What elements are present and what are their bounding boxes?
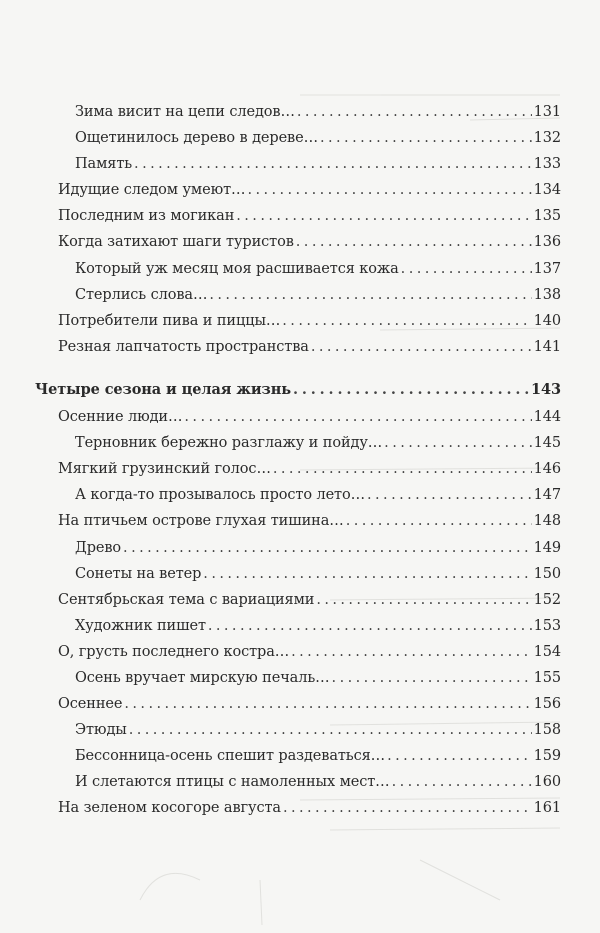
toc-page-number: 134 xyxy=(533,182,561,199)
toc-entry-title: Художник пишет xyxy=(75,617,206,634)
dot-leader xyxy=(247,182,531,198)
toc-page-number: 146 xyxy=(533,461,561,478)
dot-leader xyxy=(311,339,532,355)
dot-leader xyxy=(208,618,532,634)
dot-leader xyxy=(293,381,529,398)
dot-leader xyxy=(316,592,531,608)
toc-entry-title: Зима висит на цепи следов… xyxy=(75,104,295,120)
toc-entry-title: Память xyxy=(75,156,133,173)
toc-page-number: 153 xyxy=(533,617,561,634)
toc-entry xyxy=(35,104,561,130)
toc-page-number: 131 xyxy=(533,104,561,120)
dot-leader xyxy=(129,722,532,738)
toc-entry-title: Четыре сезона и целая жизнь xyxy=(35,380,291,398)
dot-leader xyxy=(282,313,531,329)
toc-page-number: 156 xyxy=(533,696,561,713)
toc-entry xyxy=(35,566,561,592)
dot-leader xyxy=(273,461,532,477)
toc-entry-title: Потребители пива и пиццы… xyxy=(58,312,281,329)
toc-entry-title: Терновник бережно разглажу и пойду… xyxy=(75,435,383,452)
toc-page-number: 152 xyxy=(533,591,561,608)
dot-leader xyxy=(283,800,532,816)
toc-page-number: 160 xyxy=(533,774,561,791)
dot-leader xyxy=(387,748,532,764)
toc-page-number: 145 xyxy=(533,435,561,452)
toc-page-number: 137 xyxy=(533,260,561,277)
toc-entry-title: Осень вручает мирскую печаль… xyxy=(75,669,330,686)
toc-entry xyxy=(35,774,561,800)
toc-entry-title: Резная лапчатость пространства xyxy=(58,338,309,355)
toc-entry xyxy=(35,409,561,435)
toc-entry-title: Ощетинилось дерево в дереве… xyxy=(75,130,318,147)
dot-leader xyxy=(297,104,532,120)
dot-leader xyxy=(401,261,532,277)
toc-entry-title: Бессонница-осень спешит раздеваться… xyxy=(75,748,386,765)
toc-page-number: 161 xyxy=(533,800,561,817)
toc-entry-title: Осеннее xyxy=(58,696,123,713)
dot-leader xyxy=(134,156,532,172)
toc-entry xyxy=(35,182,561,208)
toc-entry xyxy=(35,644,561,670)
toc-entry xyxy=(35,722,561,748)
toc-page-number: 133 xyxy=(533,156,561,173)
dot-leader xyxy=(123,540,532,556)
toc-entry-title: Сентябрьская тема с вариациями xyxy=(58,591,315,608)
toc-entry xyxy=(35,339,561,365)
toc-entry-title: Идущие следом умеют… xyxy=(58,182,246,199)
toc-entry xyxy=(35,208,561,234)
dot-leader xyxy=(332,670,532,686)
toc-entry xyxy=(35,618,561,644)
toc-entry-title: Этюды xyxy=(75,722,127,739)
toc-page-number: 159 xyxy=(533,748,561,765)
toc-page-number: 132 xyxy=(533,130,561,147)
toc-entry xyxy=(35,156,561,182)
toc-page-number: 154 xyxy=(533,643,561,660)
toc-page-number: 150 xyxy=(533,565,561,582)
toc-entry xyxy=(35,313,561,339)
dot-leader xyxy=(124,696,531,712)
toc-page-number: 143 xyxy=(531,380,561,398)
toc-entry xyxy=(35,261,561,287)
toc-entry-title: И слетаются птицы с намоленных мест… xyxy=(75,774,390,791)
toc-entry-title: Который уж месяц моя расшивается кожа xyxy=(75,260,399,277)
toc-entry xyxy=(35,513,561,539)
toc-page-number: 138 xyxy=(533,286,561,303)
table-of-contents xyxy=(35,104,561,827)
toc-page-number: 147 xyxy=(533,487,561,504)
toc-entry xyxy=(35,696,561,722)
dot-leader xyxy=(367,487,532,503)
dot-leader xyxy=(296,234,532,250)
dot-leader xyxy=(236,208,531,224)
dot-leader xyxy=(203,566,531,582)
dot-leader xyxy=(392,774,532,790)
toc-entry-title: На птичьем острове глухая тишина… xyxy=(58,513,344,530)
toc-entry xyxy=(35,592,561,618)
toc-entry-title: Сонеты на ветер xyxy=(75,565,202,582)
toc-entry xyxy=(35,670,561,696)
toc-section-heading xyxy=(35,381,561,407)
dot-leader xyxy=(384,435,531,451)
toc-entry-title: А когда-то прозывалось просто лето… xyxy=(75,487,366,504)
toc-page-number: 148 xyxy=(533,513,561,530)
toc-page-number: 149 xyxy=(533,539,561,556)
toc-entry xyxy=(35,234,561,260)
toc-page-number: 141 xyxy=(533,338,561,355)
toc-entry-title: Последним из могикан xyxy=(58,208,235,225)
dot-leader xyxy=(320,130,532,146)
toc-entry xyxy=(35,287,561,313)
toc-entry-title: Стерлись слова… xyxy=(75,286,208,303)
toc-entry-title: О, грусть последнего костра… xyxy=(58,643,290,660)
toc-entry xyxy=(35,800,561,826)
toc-entry-title: Древо xyxy=(75,539,122,556)
toc-entry xyxy=(35,130,561,156)
toc-entry-title: На зеленом косогоре августа xyxy=(58,800,281,817)
dot-leader xyxy=(184,409,531,425)
dot-leader xyxy=(209,287,531,303)
toc-entry xyxy=(35,487,561,513)
toc-page-number: 158 xyxy=(533,722,561,739)
toc-entry-title: Когда затихают шаги туристов xyxy=(58,234,294,251)
toc-page-number: 144 xyxy=(533,409,561,426)
toc-entry xyxy=(35,540,561,566)
toc-page-number: 140 xyxy=(533,312,561,329)
toc-page-number: 155 xyxy=(533,669,561,686)
toc-entry xyxy=(35,748,561,774)
toc-entry xyxy=(35,461,561,487)
toc-entry-title: Мягкий грузинский голос… xyxy=(58,461,271,478)
toc-page-number: 135 xyxy=(533,208,561,225)
toc-page-number: 136 xyxy=(533,234,561,251)
toc-entry-title: Осенние люди… xyxy=(58,409,183,426)
dot-leader xyxy=(346,513,532,529)
dot-leader xyxy=(291,644,531,660)
toc-entry xyxy=(35,435,561,461)
